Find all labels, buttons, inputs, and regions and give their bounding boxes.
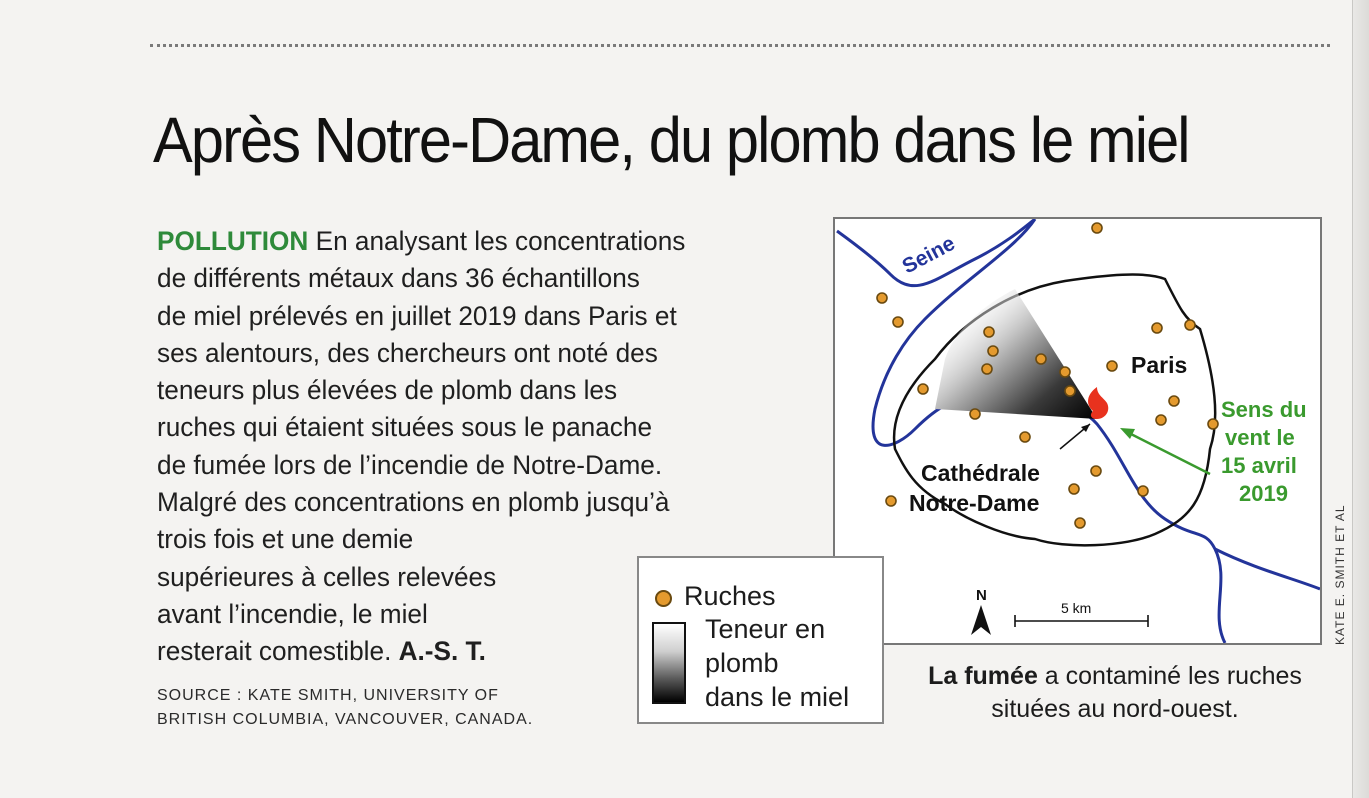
body-line: POLLUTION En analysant les concentrations <box>157 226 686 256</box>
hive-marker <box>1020 432 1030 442</box>
hive-marker <box>1075 518 1085 528</box>
body-line: resterait comestible. A.-S. T. <box>157 636 486 667</box>
map <box>833 217 1322 645</box>
hive-marker <box>886 496 896 506</box>
seine-river-3 <box>1215 549 1320 589</box>
fire-icon <box>1088 387 1108 419</box>
wind-label-line3: 15 avril <box>1221 453 1297 478</box>
scale-label: 5 km <box>1061 600 1092 616</box>
map-caption: La fumée a contaminé les ruches situées au nord-ouest. <box>928 662 1302 723</box>
body-line: teneurs plus élevées de plomb dans les <box>157 375 618 406</box>
body-line: de fumée lors de l’incendie de Notre-Dame. <box>157 449 663 480</box>
north-label: N <box>976 587 987 604</box>
hive-marker <box>1060 367 1070 377</box>
wind-label-line1: Sens du <box>1221 397 1307 422</box>
hive-marker <box>1092 223 1102 233</box>
photo-credit: KATE E. SMITH ET AL <box>1333 504 1347 645</box>
hive-marker <box>893 317 903 327</box>
caption-bold: La fumée <box>928 662 1038 690</box>
hive-marker <box>982 364 992 374</box>
body-line: trois fois et une demie <box>157 524 414 555</box>
wind-arrow-head <box>1120 428 1135 439</box>
body-line: de différents métaux dans 36 échantillons <box>157 263 640 294</box>
source-note <box>157 684 533 732</box>
hive-marker <box>877 293 887 303</box>
hive-marker <box>984 327 994 337</box>
wind-label-line4: 2019 <box>1239 481 1288 506</box>
wind-arrow <box>1125 431 1210 474</box>
lead-legend-label: Teneur en plomb dans le miel <box>705 614 850 712</box>
hive-marker <box>1185 320 1195 330</box>
body-line: de miel prélevés en juillet 2019 dans Paris et <box>157 300 677 331</box>
hive-marker <box>1069 484 1079 494</box>
wind-label-line2: vent le <box>1225 425 1295 450</box>
hive-marker <box>1091 466 1101 476</box>
hive-marker <box>1156 415 1166 425</box>
author-signature: A.-S. T. <box>398 636 486 667</box>
map-svg <box>835 219 1320 643</box>
body-line: ses alentours, des chercheurs ont noté des <box>157 337 658 368</box>
source-line: SOURCE : KATE SMITH, UNIVERSITY OF <box>157 687 499 704</box>
hive-marker <box>1208 419 1218 429</box>
lead-gradient-swatch <box>652 622 686 704</box>
kicker: POLLUTION <box>157 226 309 256</box>
dotted-rule <box>150 44 1330 47</box>
north-arrow-icon <box>971 605 991 635</box>
smoke-plume <box>935 289 1097 419</box>
cathedral-label-line1: Cathédrale <box>921 460 1040 486</box>
hive-marker <box>1036 354 1046 364</box>
source-line: BRITISH COLUMBIA, VANCOUVER, CANADA. <box>157 711 534 728</box>
paris-label: Paris <box>1131 352 1188 378</box>
hive-marker <box>988 346 998 356</box>
hive-marker <box>1065 386 1075 396</box>
map-legend <box>637 556 884 724</box>
hive-marker <box>918 384 928 394</box>
hive-marker <box>970 409 980 419</box>
body-line: avant l’incendie, le miel <box>157 598 428 629</box>
hive-marker <box>1152 323 1162 333</box>
body-line: ruches qui étaient situées sous le panache <box>157 412 653 443</box>
hive-legend-label: Ruches <box>684 581 776 611</box>
cathedral-label-line2: Notre-Dame <box>909 490 1040 516</box>
page-edge <box>1352 0 1369 798</box>
hive-marker <box>1107 361 1117 371</box>
article-title: Après Notre-Dame, du plomb dans le miel <box>153 104 1189 176</box>
hive-marker <box>1169 396 1179 406</box>
hive-legend-icon <box>655 590 672 607</box>
hive-marker <box>1138 486 1148 496</box>
body-line: Malgré des concentrations en plomb jusqu’à <box>157 487 670 518</box>
seine-label: Seine <box>898 231 959 279</box>
body-line: supérieures à celles relevées <box>157 561 497 592</box>
